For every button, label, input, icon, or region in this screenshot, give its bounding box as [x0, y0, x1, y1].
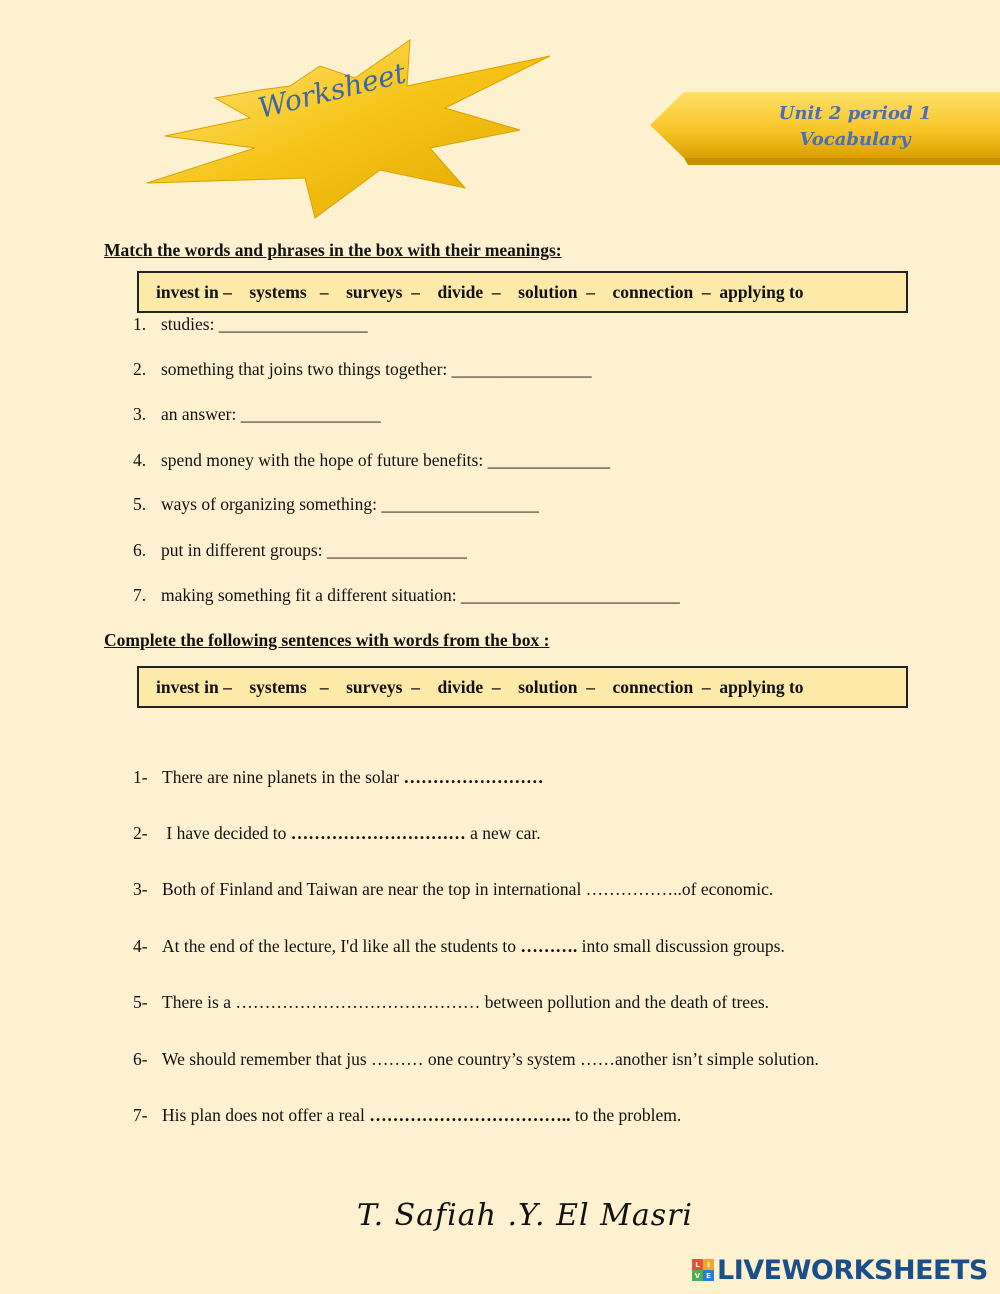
liveworksheets-logo-text: LIVEWORKSHEETS [717, 1254, 988, 1286]
sentence-text-end: a new car. [465, 823, 541, 843]
sentence-item [133, 1049, 819, 1070]
matching-item [133, 450, 610, 471]
matching-item [133, 494, 539, 515]
item-text: ways of organizing something: __________________ [161, 494, 539, 514]
liveworksheets-logo[interactable] [692, 1254, 988, 1286]
sentence-item [133, 823, 541, 844]
logo-letter: I [703, 1259, 714, 1270]
sentence-text: There are nine planets in the solar [162, 767, 404, 787]
sentence-item [133, 992, 769, 1013]
sentence-item [133, 936, 785, 957]
sentence-item [133, 767, 544, 788]
sentence-number: 5- [133, 992, 148, 1012]
word-box-1: invest in – systems – surveys – divide – solution – connection – applying to [137, 271, 908, 313]
item-number: 6. [133, 540, 147, 560]
item-number: 5. [133, 494, 147, 514]
sentence-number: 6- [133, 1049, 148, 1069]
answer-blank[interactable]: ………………………… [290, 823, 466, 843]
matching-item [133, 359, 592, 380]
worksheet-title: Worksheet [254, 56, 410, 125]
sentence-number: 7- [133, 1105, 148, 1125]
unit-period-label: Unit 2 period 1 [778, 103, 932, 124]
liveworksheets-logo-icon [692, 1259, 714, 1281]
unit-label [700, 101, 1000, 153]
item-text: making something fit a different situation: _________________________ [161, 585, 680, 605]
answer-blank[interactable]: ………. [520, 936, 578, 956]
sentence-number: 1- [133, 767, 148, 787]
logo-letter: E [703, 1270, 714, 1281]
sentence-number: 2- [133, 823, 148, 843]
sentence-text: There is a …………………………………… between pollution and the death of trees. [162, 992, 770, 1012]
word-box-2: invest in – systems – surveys – divide – solution – connection – applying to [137, 666, 908, 708]
item-text: put in different groups: ________________ [161, 540, 467, 560]
item-number: 2. [133, 359, 147, 379]
item-text: studies: _________________ [161, 314, 368, 334]
matching-item [133, 540, 467, 561]
sentence-text: At the end of the lecture, I'd like all the students to [162, 936, 521, 956]
logo-letter: L [692, 1259, 703, 1270]
sentence-item [133, 1105, 681, 1126]
sentence-text-end: into small discussion groups. [577, 936, 785, 956]
sentence-number: 4- [133, 936, 148, 956]
sentence-text: We should remember that jus ……… one country’s system ……another isn’t simple solution. [162, 1049, 819, 1069]
logo-letter: V [692, 1270, 703, 1281]
section1-title: Match the words and phrases in the box with their meanings: [104, 240, 562, 260]
item-number: 4. [133, 450, 147, 470]
item-number: 3. [133, 404, 147, 424]
sentence-item [133, 879, 773, 900]
item-text: spend money with the hope of future benefits: ______________ [161, 450, 611, 470]
answer-blank[interactable]: …………………………….. [369, 1105, 571, 1125]
item-text: an answer: ________________ [161, 404, 381, 424]
matching-item [133, 585, 680, 606]
author-signature: T. Safiah .Y. El Masri [356, 1198, 694, 1233]
matching-item [133, 314, 368, 335]
answer-blank[interactable]: …………………… [403, 767, 544, 787]
item-number: 1. [133, 314, 147, 334]
sentence-text: His plan does not offer a real [162, 1105, 370, 1125]
item-text: something that joins two things together: ________________ [161, 359, 592, 379]
matching-item [133, 404, 381, 425]
vocabulary-label: Vocabulary [799, 129, 911, 150]
sentence-text: Both of Finland and Taiwan are near the top in international ……………..of economic. [162, 879, 774, 899]
sentence-text-end: to the problem. [570, 1105, 682, 1125]
item-number: 7. [133, 585, 147, 605]
section2-title: Complete the following sentences with words from the box : [104, 630, 550, 650]
sentence-text: I have decided to [162, 823, 291, 843]
sentence-number: 3- [133, 879, 148, 899]
